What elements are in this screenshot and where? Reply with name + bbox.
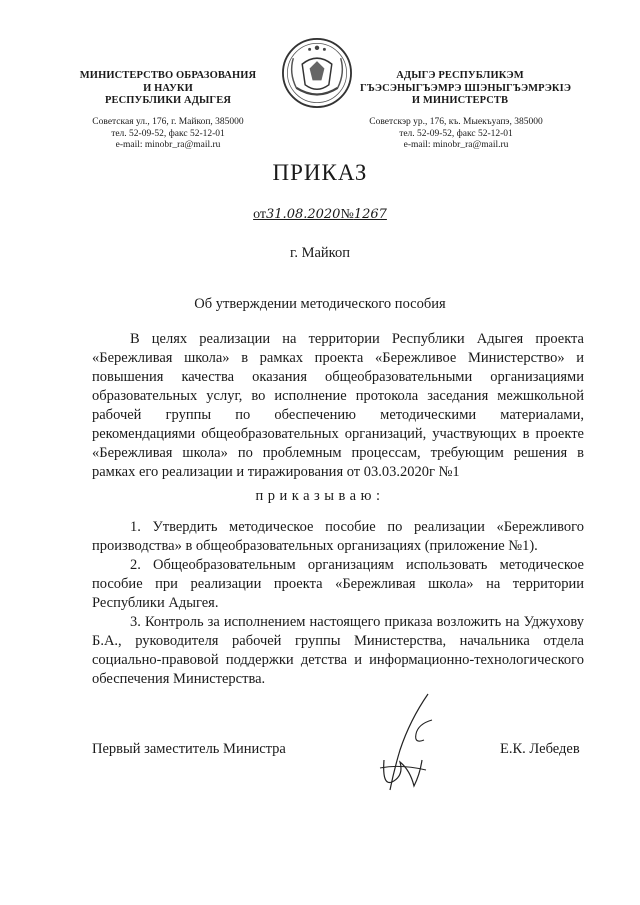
address-line: e-mail: minobr_ra@mail.ru: [403, 140, 509, 150]
order-number-line: [0, 207, 640, 223]
letterhead-right: [360, 70, 572, 108]
address-line: e-mail: minobr_ra@mail.ru: [115, 140, 221, 150]
coat-of-arms-icon: [280, 36, 354, 110]
handwritten-signature-icon: [370, 690, 450, 800]
decree-word: приказываю:: [255, 488, 385, 504]
letterhead-left-line: РЕСПУБЛИКИ АДЫГЕЯ: [104, 95, 232, 106]
address-left: [68, 117, 268, 152]
order-item: 3. Контроль за исполнением настоящего приказа возложить на Уджухову Б.А., руководителя рабочей группы Министерства, начальника отдела социально-правовой поддержки детства и информационно-технологического обеспечения Министерства.: [92, 614, 584, 687]
address-line: Советская ул., 176, г. Майкоп, 385000: [92, 117, 244, 127]
letterhead-right-line: ГЪЭСЭНЫГЪЭМРЭ ШІЭНЫГЪЭМРЭКІЭ: [360, 82, 572, 94]
order-items: [92, 518, 584, 689]
address-line: тел. 52-09-52, факс 52-12-01: [399, 128, 513, 139]
order-date: 31.08.2020: [266, 207, 341, 222]
letterhead-right-line: И МИНИСТЕРСТВ: [411, 95, 509, 106]
signer-position: Первый заместитель Министра: [92, 741, 286, 757]
letterhead-left: [68, 70, 268, 108]
address-right: [356, 117, 556, 152]
letterhead-right-line: АДЫГЭ РЕСПУБЛИКЭМ: [396, 70, 524, 81]
order-prefix: от: [253, 207, 267, 222]
signer-name: Е.К. Лебедев: [500, 741, 580, 757]
letterhead-left-line: МИНИСТЕРСТВО ОБРАЗОВАНИЯ: [79, 70, 257, 81]
order-number: 1267: [353, 207, 387, 222]
subject-line: Об утверждении методического пособия: [194, 296, 446, 312]
address-line: Советскэр ур., 176, къ. Мыекъуапэ, 385000: [369, 117, 543, 127]
letterhead-left-line: И НАУКИ: [143, 82, 193, 94]
city: г. Майкоп: [290, 245, 350, 261]
order-number-label: №: [340, 207, 354, 222]
preamble-paragraph: В целях реализации на территории Республики Адыгея проекта «Бережливая школа» в рамках проекта «Бережливое Министерство» и повышения качества оказания общеобразовательными организациями образовательных услуг, во исполнение протокола заседания межшкольной рабочей группы по обеспечению методическими материалами, рекомендациями общеобразовательных организаций, участвующих в проекте «Бережливая школа» по проблемным процессам, требующим решения в рамках его реализации и тиражирования от 03.03.2020г №1: [92, 331, 584, 480]
order-item: 2. Общеобразовательным организациям использовать методическое пособие при реализации проекта «Бережливая школа» на территории Республики Адыгея.: [92, 557, 584, 611]
address-line: тел. 52-09-52, факс 52-12-01: [111, 128, 225, 139]
order-item: 1. Утвердить методическое пособие по реализации «Бережливого производства» в общеобразовательных организациях (приложение №1).: [92, 519, 584, 554]
document-title: ПРИКАЗ: [272, 160, 368, 185]
